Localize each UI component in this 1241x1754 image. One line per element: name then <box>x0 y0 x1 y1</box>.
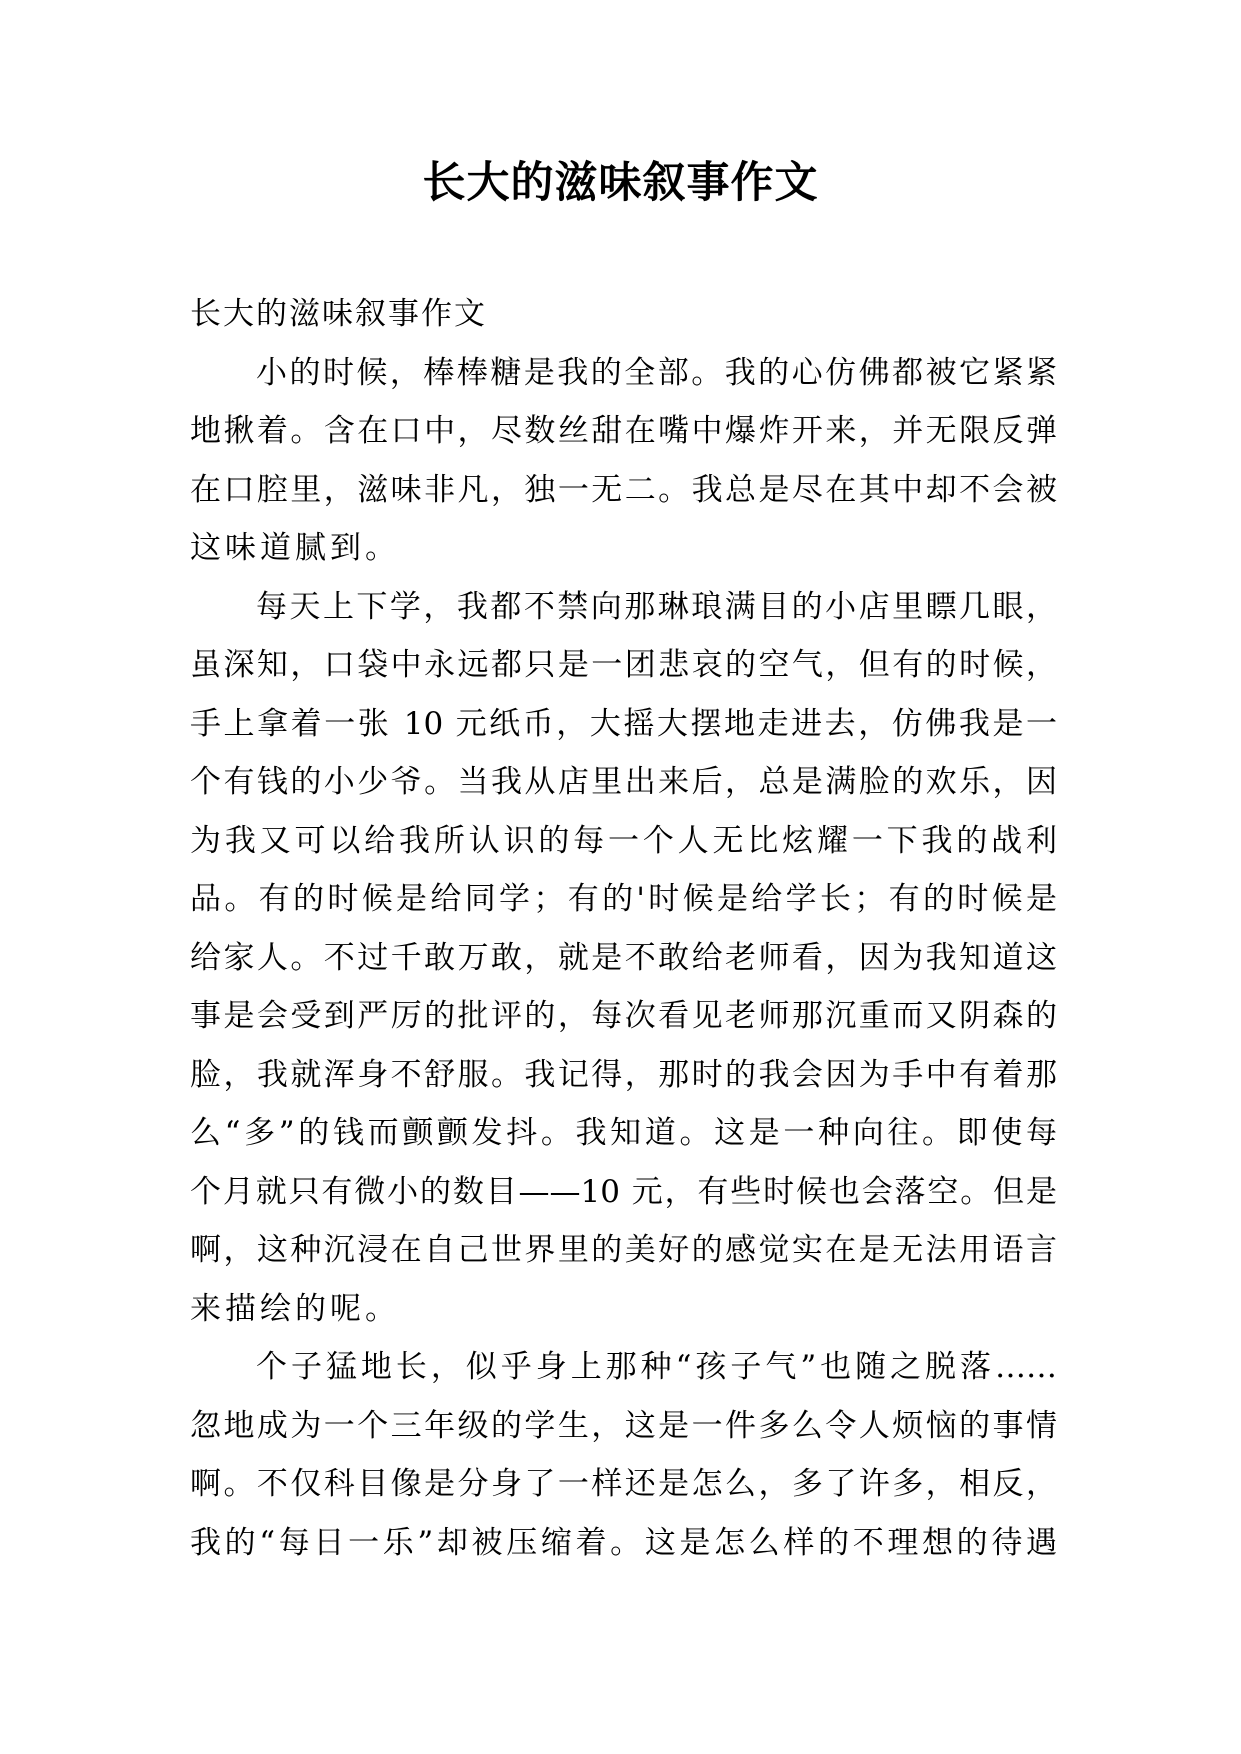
paragraph-2-line-4: 个有钱的小少爷。当我从店里出来后，总是满脸的欢乐，因 <box>190 764 1057 800</box>
paragraph-2-line-10: 么“多”的钱而颤颤发抖。我知道。这是一种向往。即使每 <box>190 1115 1057 1151</box>
paragraph-2-line-12: 啊，这种沉浸在自己世界里的美好的感觉实在是无法用语言 <box>190 1232 1057 1268</box>
document-title: 长大的滋味叙事作文 <box>422 158 819 208</box>
paragraph-3-line-1: 个子猛地长，似乎身上那种“孩子气”也随之脱落…… <box>256 1349 1057 1385</box>
paragraph-1-line-1: 小的时候，棒棒糖是我的全部。我的心仿佛都被它紧紧 <box>256 354 1057 391</box>
paragraph-2-line-13: 来描绘的呢。 <box>190 1290 400 1327</box>
paragraph-1-line-4: 这味道腻到。 <box>190 530 400 566</box>
paragraph-2-line-6: 品。有的时候是给同学；有的'时候是给学长；有的时候是 <box>190 881 1057 917</box>
paragraph-2-line-5: 为我又可以给我所认识的每一个人无比炫耀一下我的战利 <box>190 822 1057 859</box>
document-body <box>190 285 1057 1572</box>
paragraph-2-line-1: 每天上下学，我都不禁向那琳琅满目的小店里瞟几眼， <box>256 588 1057 625</box>
paragraph-1-line-3: 在口腔里，滋味非凡，独一无二。我总是尽在其中却不会被 <box>190 471 1057 508</box>
paragraph-2-line-7: 给家人。不过千敢万敢，就是不敢给老师看，因为我知道这 <box>190 939 1057 976</box>
paragraph-3-line-4: 我的“每日一乐”却被压缩着。这是怎么样的不理想的待遇 <box>190 1524 1057 1561</box>
paragraph-3-line-3: 啊。不仅科目像是分身了一样还是怎么，多了许多，相反， <box>190 1466 1057 1502</box>
body-heading: 长大的滋味叙事作文 <box>190 296 487 332</box>
paragraph-2-line-3: 手上拿着一张 10 元纸币，大摇大摆地走进去，仿佛我是一 <box>190 705 1057 742</box>
paragraph-2-line-2: 虽深知，口袋中永远都只是一团悲哀的空气，但有的时候， <box>190 647 1057 683</box>
paragraph-1-line-2: 地揪着。含在口中，尽数丝甜在嘴中爆炸开来，并无限反弹 <box>190 413 1057 449</box>
paragraph-3-line-2: 忽地成为一个三年级的学生，这是一件多么令人烦恼的事情 <box>190 1407 1057 1444</box>
paragraph-2-line-9: 脸，我就浑身不舒服。我记得，那时的我会因为手中有着那 <box>190 1056 1057 1093</box>
paragraph-2-line-11: 个月就只有微小的数目——10 元，有些时候也会落空。但是 <box>190 1173 1057 1210</box>
paragraph-2-line-8: 事是会受到严厉的批评的，每次看见老师那沉重而又阴森的 <box>190 998 1057 1034</box>
